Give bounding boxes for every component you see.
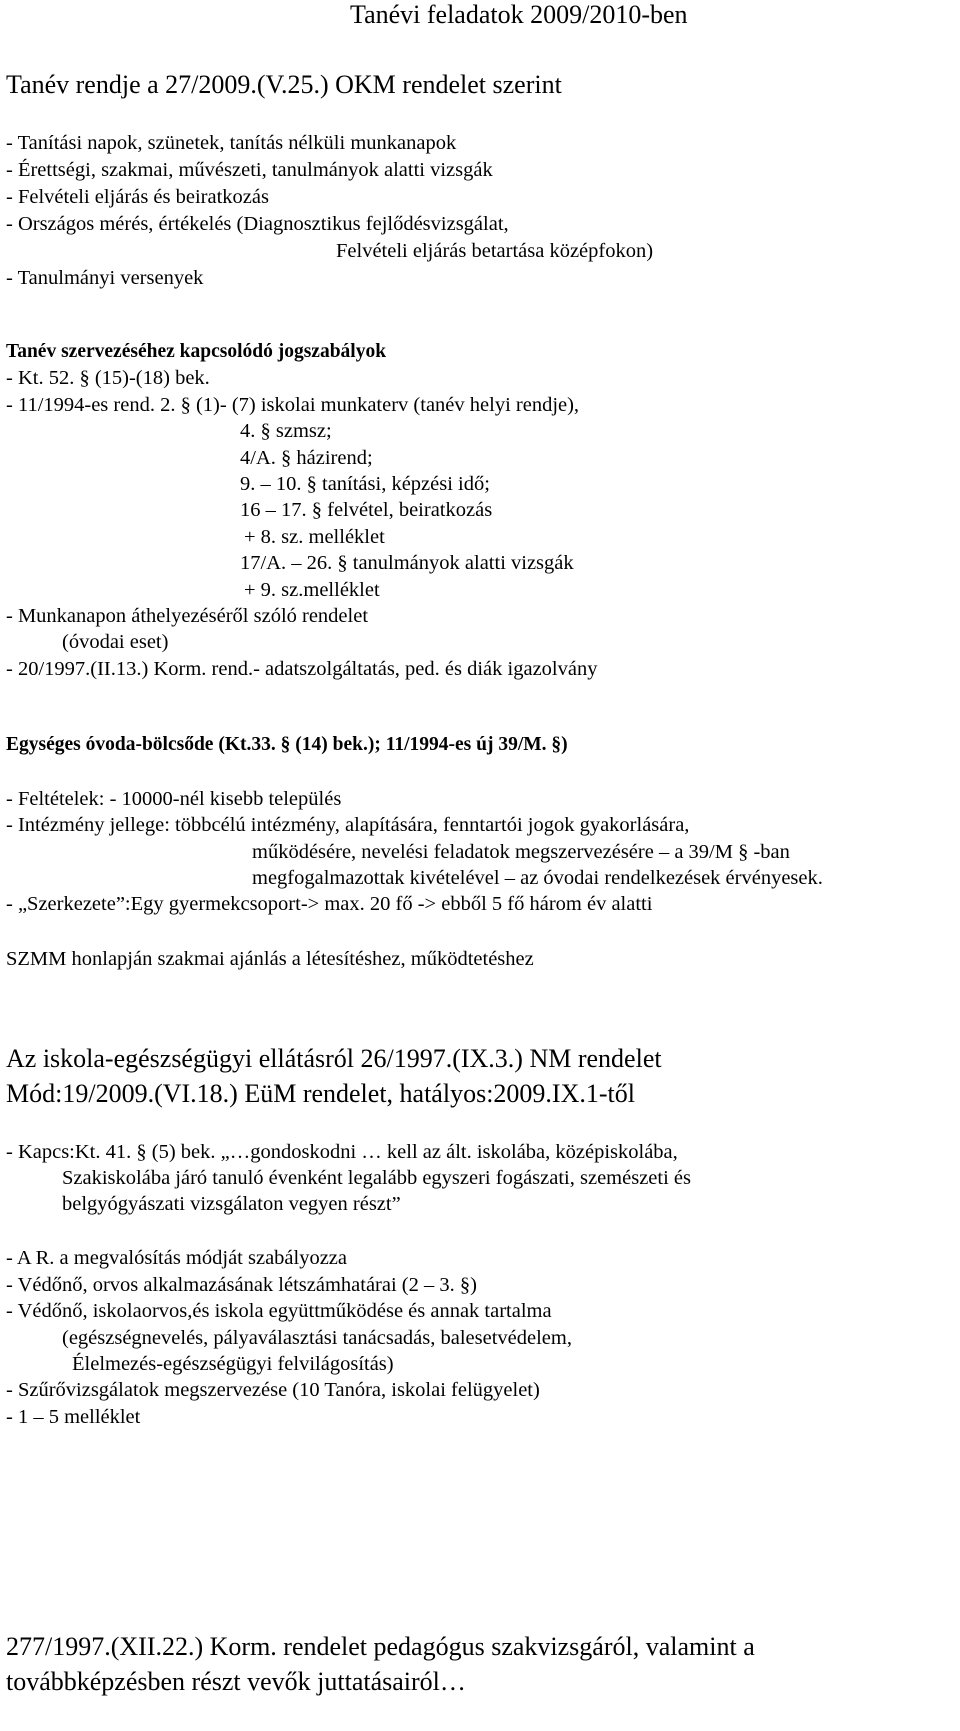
list-item: - Érettségi, szakmai, művészeti, tanulmányok alatti vizsgák	[6, 159, 493, 181]
list-item: - 20/1997.(II.13.) Korm. rend.- adatszolgáltatás, ped. és diák igazolvány	[6, 658, 598, 680]
list-item: - A R. a megvalósítás módját szabályozza	[6, 1247, 348, 1269]
list-item: - Védőnő, orvos alkalmazásának létszámhatárai (2 – 3. §)	[6, 1274, 477, 1296]
list-subitem: + 9. sz.melléklet	[244, 579, 380, 601]
list-item-continuation: működésére, nevelési feladatok megszervezésére – a 39/M § -ban	[252, 841, 790, 863]
list-item: - 1 – 5 melléklet	[6, 1406, 141, 1428]
section-heading-tanev-rendje: Tanév rendje a 27/2009.(V.25.) OKM rendelet szerint	[6, 70, 562, 99]
list-item: - Munkanapon áthelyezéséről szóló rendelet	[6, 605, 369, 627]
list-subitem: 4/A. § házirend;	[240, 447, 373, 469]
closing-text-line1: 277/1997.(XII.22.) Korm. rendelet pedagógus szakvizsgáról, valamint a	[6, 1632, 755, 1661]
list-item-continuation: (óvodai eset)	[62, 631, 169, 653]
document-title: Tanévi feladatok 2009/2010-ben	[350, 0, 688, 29]
section-note: SZMM honlapján szakmai ajánlás a létesítéshez, működtetéshez	[6, 948, 534, 970]
closing-text-line2: továbbképzésben részt vevők juttatásairól…	[6, 1667, 466, 1696]
list-item-continuation: Élelmezés-egészségügyi felvilágosítás)	[72, 1353, 394, 1375]
section-heading-jogszabalyok: Tanév szervezéséhez kapcsolódó jogszabályok	[6, 341, 387, 362]
list-item: - Országos mérés, értékelés (Diagnosztikus fejlődésvizsgálat,	[6, 213, 509, 235]
list-subitem: + 8. sz. melléklet	[244, 526, 385, 548]
section-subheading-modositas: Mód:19/2009.(VI.18.) EüM rendelet, hatályos:2009.IX.1-től	[6, 1079, 635, 1108]
list-item-continuation: megfogalmazottak kivételével – az óvodai rendelkezések érvényesek.	[252, 867, 823, 889]
list-item: - Feltételek: - 10000-nél kisebb település	[6, 788, 342, 810]
list-item: - Tanulmányi versenyek	[6, 267, 204, 289]
section-heading-ovoda-bolcsode: Egységes óvoda-bölcsőde (Kt.33. § (14) bek.); 11/1994-es új 39/M. §)	[6, 734, 568, 755]
section-heading-iskola-egeszsegugy: Az iskola-egészségügyi ellátásról 26/1997.(IX.3.) NM rendelet	[6, 1044, 662, 1073]
list-item: - Intézmény jellege: többcélú intézmény, alapítására, fenntartói jogok gyakorlására,	[6, 814, 690, 836]
list-subitem: 17/A. – 26. § tanulmányok alatti vizsgák	[240, 552, 574, 574]
list-item: - Védőnő, iskolaorvos,és iskola együttműködése és annak tartalma	[6, 1300, 552, 1322]
list-item-continuation: belgyógyászati vizsgálaton vegyen részt”	[62, 1193, 401, 1215]
list-item: - „Szerkezete”:Egy gyermekcsoport-> max. 20 fő -> ebből 5 fő három év alatti	[6, 893, 653, 915]
list-item: - Felvételi eljárás és beiratkozás	[6, 186, 269, 208]
list-item: - Kt. 52. § (15)-(18) bek.	[6, 367, 210, 389]
list-item: - 11/1994-es rend. 2. § (1)- (7) iskolai munkaterv (tanév helyi rendje),	[6, 394, 580, 416]
list-item-continuation: Szakiskolába járó tanuló évenként legalább egyszeri fogászati, szemészeti és	[62, 1167, 691, 1189]
list-item-continuation: (egészségnevelés, pályaválasztási tanácsadás, balesetvédelem,	[62, 1327, 572, 1349]
list-item: - Kapcs:Kt. 41. § (5) bek. „…gondoskodni … kell az ált. iskolába, középiskolába,	[6, 1141, 678, 1163]
list-item: - Tanítási napok, szünetek, tanítás nélküli munkanapok	[6, 132, 457, 154]
list-subitem: 16 – 17. § felvétel, beiratkozás	[240, 499, 493, 521]
list-item-continuation: Felvételi eljárás betartása középfokon)	[336, 240, 654, 262]
list-item: - Szűrővizsgálatok megszervezése (10 Tanóra, iskolai felügyelet)	[6, 1379, 540, 1401]
list-subitem: 4. § szmsz;	[240, 420, 332, 442]
list-subitem: 9. – 10. § tanítási, képzési idő;	[240, 473, 490, 495]
